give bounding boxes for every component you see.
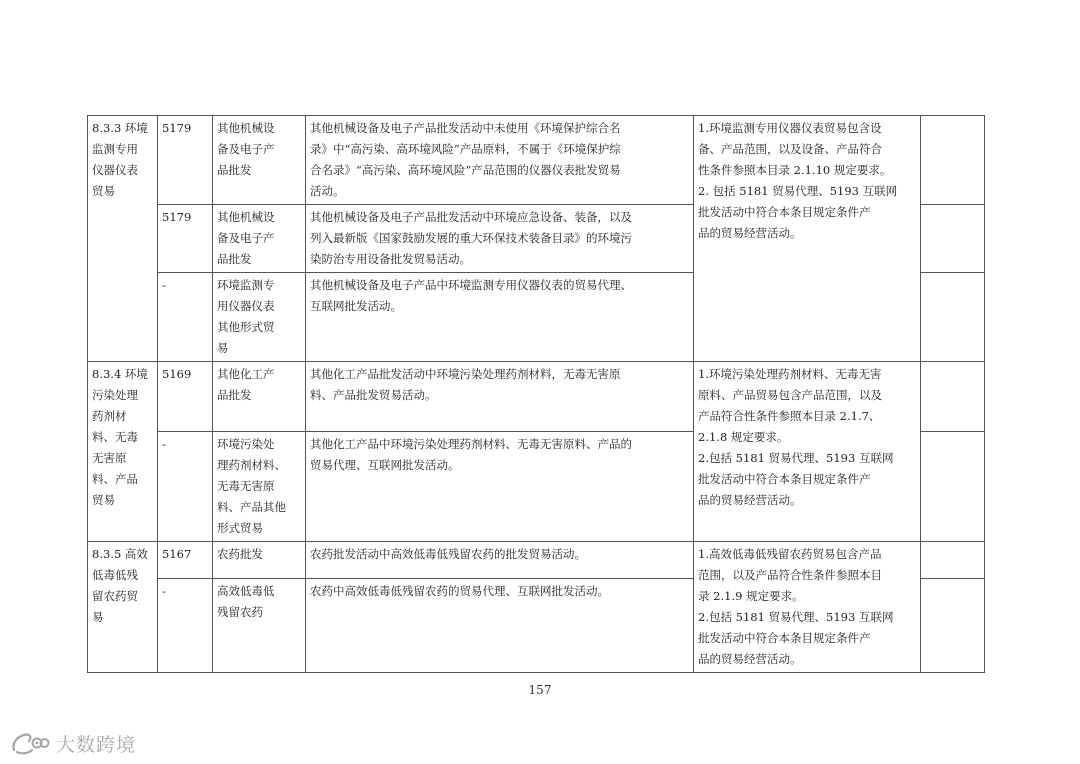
notes-cell <box>921 116 985 205</box>
industry-name-cell: 其他化工产 品批发 <box>213 362 306 432</box>
description-cell: 其他化工产品中环境污染处理药剂材料、无毒无害原料、产品的 贸易代理、互联网批发活动。 <box>306 432 694 542</box>
notes-cell <box>921 362 985 432</box>
industry-code-cell: 5167 <box>158 542 213 579</box>
requirement-cell: 1.高效低毒低残留农药贸易包含产品 范围，以及产品符合性条件参照本目 录 2.1.9 规定要求。 2.包括 5181 贸易代理、5193 互联网 批发活动中符合本条目规定条件产 品的贸易经营活动。 <box>694 542 921 673</box>
notes-cell <box>921 273 985 362</box>
requirement-cell: 1.环境污染处理药剂材料、无毒无害 原料、产品贸易包含产品范围，以及 产品符合性条件参照本目录 2.1.7、 2.1.8 规定要求。 2.包括 5181 贸易代理、5193 互联网 批发活动中符合本条目规定条件产 品的贸易经营活动。 <box>694 362 921 542</box>
industry-code-cell: - <box>158 579 213 673</box>
industry-name-cell: 环境污染处 理药剂材料、 无毒无害原 料、产品其他 形式贸易 <box>213 432 306 542</box>
notes-cell <box>921 432 985 542</box>
industry-code-cell: 5169 <box>158 362 213 432</box>
page-number: 157 <box>528 683 552 697</box>
category-cell: 8.3.5 高效 低毒低残 留农药贸 易 <box>88 542 158 673</box>
industry-name-cell: 高效低毒低 残留农药 <box>213 579 306 673</box>
description-cell: 农药中高效低毒低残留农药的贸易代理、互联网批发活动。 <box>306 579 694 673</box>
industry-code-cell: - <box>158 273 213 362</box>
notes-cell <box>921 205 985 273</box>
description-cell: 农药批发活动中高效低毒低残留农药的批发贸易活动。 <box>306 542 694 579</box>
industry-name-cell: 其他机械设 备及电子产 品批发 <box>213 205 306 273</box>
category-cell: 8.3.4 环境 污染处理 药剂材 料、无毒 无害原 料、产品 贸易 <box>88 362 158 542</box>
watermark <box>10 728 136 758</box>
watermark-text: 大数跨境 <box>56 733 137 756</box>
industry-code-cell: 5179 <box>158 205 213 273</box>
description-cell: 其他机械设备及电子产品批发活动中未使用《环境保护综合名 录》中“高污染、高环境风险”产品原料，不属于《环境保护综 合名录》“高污染、高环境风险”产品范围的仪器仪表批发贸易 活动。 <box>306 116 694 205</box>
industry-name-cell: 农药批发 <box>213 542 306 579</box>
description-cell: 其他机械设备及电子产品中环境监测专用仪器仪表的贸易代理、 互联网批发活动。 <box>306 273 694 362</box>
industry-name-cell: 环境监测专 用仪器仪表 其他形式贸 易 <box>213 273 306 362</box>
requirement-cell: 1.环境监测专用仪器仪表贸易包含设 备、产品范围，以及设备、产品符合 性条件参照本目录 2.1.10 规定要求。 2. 包括 5181 贸易代理、5193 互联网 批发活动中符合本条目规定条件产 品的贸易经营活动。 <box>694 116 921 362</box>
weibo-logo-icon <box>10 730 50 756</box>
table-row <box>88 542 985 579</box>
industry-name-cell: 其他机械设 备及电子产 品批发 <box>213 116 306 205</box>
notes-cell <box>921 542 985 579</box>
description-cell: 其他化工产品批发活动中环境污染处理药剂材料，无毒无害原 料、产品批发贸易活动。 <box>306 362 694 432</box>
table-row <box>88 116 985 205</box>
table-row <box>88 362 985 432</box>
category-cell: 8.3.3 环境 监测专用 仪器仪表 贸易 <box>88 116 158 362</box>
industry-code-cell: - <box>158 432 213 542</box>
description-cell: 其他机械设备及电子产品批发活动中环境应急设备、装备，以及 列入最新版《国家鼓励发展的重大环保技术装备目录》的环境污 染防治专用设备批发贸易活动。 <box>306 205 694 273</box>
industry-code-cell: 5179 <box>158 116 213 205</box>
industry-catalog-table <box>87 115 985 673</box>
notes-cell <box>921 579 985 673</box>
